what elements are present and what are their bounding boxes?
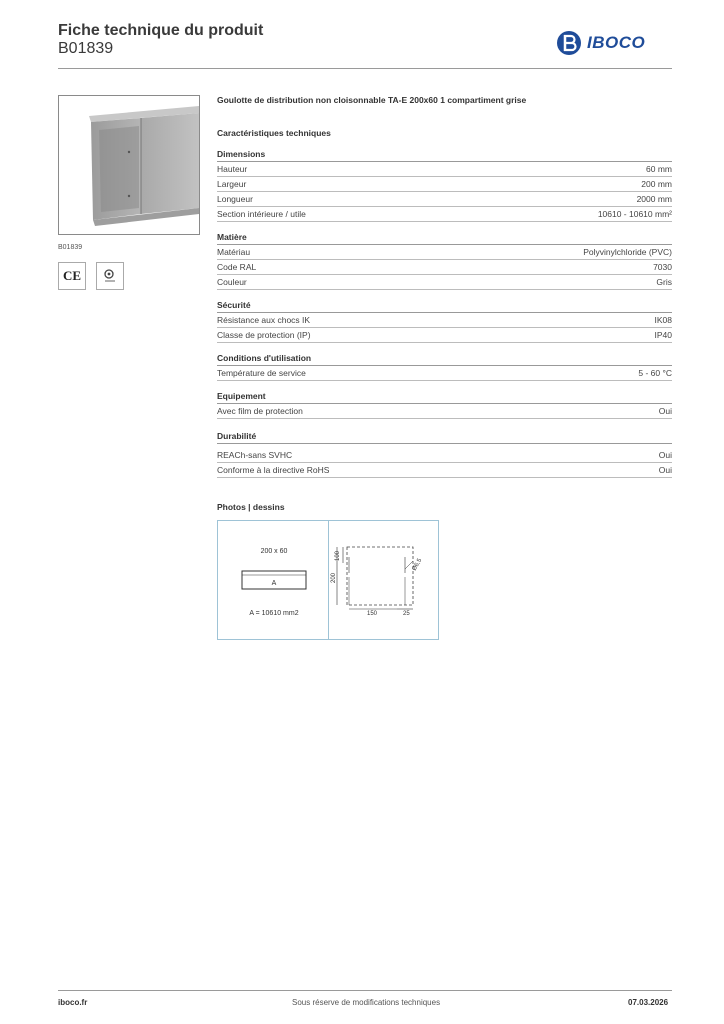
spec-row (217, 275, 672, 290)
spec-value: 10610 - 10610 mm² (597, 209, 672, 219)
product-title: Goulotte de distribution non cloisonnable TA-E 200x60 1 compartiment grise (217, 95, 527, 105)
technical-drawings (217, 520, 439, 640)
spec-label: Classe de protection (IP) (217, 330, 311, 340)
spec-label: Longueur (217, 194, 253, 204)
spec-row (217, 404, 672, 419)
spec-row (217, 366, 672, 381)
spec-value: IP40 (654, 330, 672, 340)
product-image (58, 95, 200, 235)
footer-website-link[interactable]: iboco.fr (58, 998, 88, 1007)
spec-row (217, 177, 672, 192)
header-divider (58, 68, 672, 69)
footer-divider (58, 990, 672, 991)
dim-150: 150 (367, 611, 378, 617)
footer-date: 07.03.2026 (628, 998, 669, 1007)
spec-row (217, 260, 672, 275)
spec-value: 7030 (653, 262, 672, 272)
spec-row (217, 192, 672, 207)
section-conditions: Conditions d'utilisation (217, 352, 672, 366)
spec-row (217, 328, 672, 343)
spec-label: REACh-sans SVHC (217, 450, 293, 460)
certification-mark (96, 262, 124, 290)
dim-200: 200 (331, 572, 337, 583)
ce-icon: CE (62, 268, 82, 283)
spec-row (217, 463, 672, 478)
spec-value: 200 mm (641, 179, 672, 189)
dim-hole: Ø6,5 (411, 557, 424, 572)
brand-logo[interactable] (556, 30, 645, 56)
spec-label: Code RAL (217, 262, 257, 272)
spec-label: Section intérieure / utile (217, 209, 306, 219)
logo-text: IBOCO (587, 33, 646, 52)
dim-100: 100 (335, 550, 341, 561)
spec-value: Gris (656, 277, 672, 287)
spec-label: Largeur (217, 179, 247, 189)
spec-value: Oui (658, 406, 672, 416)
characteristics-title: Caractéristiques techniques (217, 128, 331, 138)
cross-section-drawing (218, 521, 328, 639)
size-label: 200 x 60 (260, 548, 288, 555)
spec-label: Matériau (217, 247, 251, 257)
section-security: Sécurité (217, 299, 672, 313)
spec-label: Couleur (217, 277, 247, 287)
section-material: Matière (217, 231, 672, 245)
spec-value: Oui (658, 450, 672, 460)
spec-label: Température de service (217, 368, 306, 378)
section-dimensions: Dimensions (217, 148, 672, 162)
ce-mark (58, 262, 86, 290)
spec-label: Hauteur (217, 164, 248, 174)
spec-value: 2000 mm (636, 194, 672, 204)
cable-trunking-illustration (59, 96, 199, 234)
spec-row (217, 313, 672, 328)
spec-label: Avec film de protection (217, 406, 303, 416)
iboco-logo-icon (556, 30, 582, 56)
spec-row (217, 448, 672, 463)
dim-25: 25 (403, 611, 410, 617)
spec-label: Conforme à la directive RoHS (217, 465, 330, 475)
spec-value: IK08 (654, 315, 672, 325)
section-durability: Durabilité (217, 430, 672, 444)
spec-value: 60 mm (646, 164, 672, 174)
page-title: Fiche technique du produit (58, 22, 264, 39)
spec-value: 5 - 60 °C (638, 368, 672, 378)
product-code: B01839 (58, 40, 114, 57)
area-value: A = 10610 mm2 (249, 610, 299, 617)
certification-icon (102, 268, 118, 284)
area-label: A (271, 580, 277, 587)
spec-value: Polyvinylchloride (PVC) (583, 247, 672, 257)
image-caption: B01839 (58, 244, 83, 251)
spec-label: Résistance aux chocs IK (217, 315, 311, 325)
footer-note: Sous réserve de modifications techniques (292, 998, 441, 1007)
section-equipment: Equipement (217, 390, 672, 404)
spec-value: Oui (658, 465, 672, 475)
photos-title: Photos | dessins (217, 502, 285, 512)
spec-row (217, 162, 672, 177)
spec-row (217, 245, 672, 260)
spec-row (217, 207, 672, 222)
mounting-drawing (329, 521, 439, 639)
product-specs (217, 95, 672, 516)
